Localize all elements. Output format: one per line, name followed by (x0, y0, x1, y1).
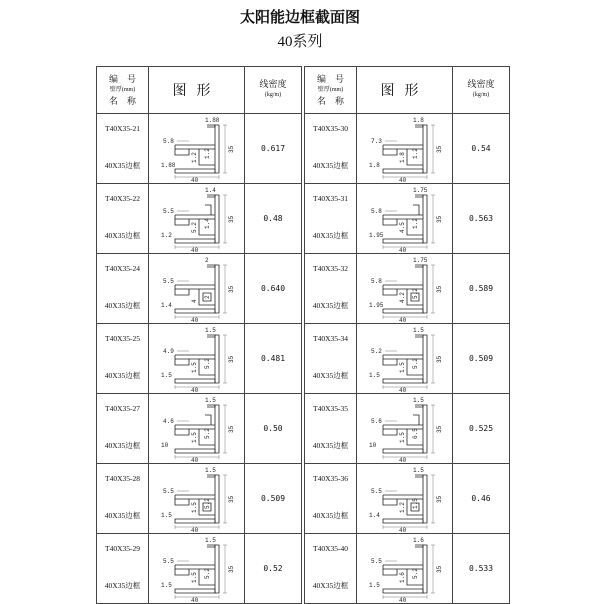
dimension-label: 5.5 (371, 557, 382, 565)
dimension-label: 1.4 (161, 301, 172, 309)
profile-code: T40X35-21 (105, 124, 140, 133)
table-row (305, 114, 510, 184)
dimension-label: 1.2 (191, 151, 198, 163)
dimension-label: 40 (399, 596, 407, 603)
dimension-label: 5.2 (204, 567, 211, 579)
dimension-label: 1.5 (413, 466, 424, 474)
profile-id-cell (305, 184, 357, 254)
profile-table-left (96, 66, 302, 604)
dimension-label: 40 (399, 386, 407, 393)
dimension-label: 1.5 (399, 361, 406, 373)
profile-name: 40X35边框 (312, 301, 349, 310)
dimension-label: 5.5 (163, 487, 174, 495)
dimension-label: 1.5 (205, 536, 216, 544)
dimension-label: 1.2 (412, 217, 419, 229)
table-row (305, 394, 510, 464)
profile-name: 40X35边框 (312, 581, 349, 590)
profile-cross-section (149, 535, 245, 603)
dimension-label: 40 (191, 456, 199, 463)
dimension-label: 40 (399, 246, 407, 253)
dimension-label: 35 (436, 355, 443, 363)
dimension-label: 40 (399, 456, 407, 463)
profile-id-cell (97, 464, 149, 534)
profile-id-cell (305, 324, 357, 394)
dimension-label: 1.5 (369, 581, 380, 589)
dimension-label: 1.5 (205, 326, 216, 334)
table-row (97, 324, 302, 394)
table-row (97, 464, 302, 534)
density-value: 0.563 (453, 184, 510, 254)
profile-code: T40X35-24 (105, 264, 140, 273)
dimension-label: 5.2 (204, 427, 211, 439)
dimension-label: 1.4 (205, 186, 216, 194)
density-value: 0.46 (453, 464, 510, 534)
profile-name: 40X35边框 (104, 371, 141, 380)
dimension-label: 4.2 (399, 291, 406, 303)
dimension-label: 1.75 (413, 256, 428, 264)
dimension-label: 5.2 (412, 567, 419, 579)
dimension-label: 10 (369, 441, 377, 449)
dimension-label: 35 (436, 215, 443, 223)
profile-cross-section (149, 325, 245, 393)
profile-name: 40X35边框 (312, 231, 349, 240)
dimension-label: 1.5 (161, 581, 172, 589)
profile-drawing-cell (357, 394, 453, 464)
dimension-label: 1.2 (399, 501, 406, 513)
header-code: 编 号 壁厚(mm) 名 称 (305, 67, 357, 114)
profile-cross-section (357, 465, 453, 533)
profile-cross-section (149, 185, 245, 253)
dimension-label: 1.5 (205, 396, 216, 404)
profile-cross-section (149, 255, 245, 323)
density-value: 0.509 (245, 464, 302, 534)
dimension-label: 35 (436, 425, 443, 433)
profile-cross-section (149, 395, 245, 463)
dimension-label: 5.8 (163, 137, 174, 145)
dimension-label: 1.5 (191, 571, 198, 583)
profile-drawing-cell (357, 184, 453, 254)
dimension-label: 5.5 (371, 487, 382, 495)
dimension-label: 1.5 (413, 326, 424, 334)
dimension-label: 4.9 (163, 347, 174, 355)
dimension-label: 4 (191, 298, 198, 303)
dimension-label: 1.6 (413, 536, 424, 544)
dimension-label: 35 (436, 565, 443, 573)
profile-code: T40X35-34 (313, 334, 348, 343)
profile-id-cell (97, 184, 149, 254)
dimension-label: 35 (436, 495, 443, 503)
density-value: 0.52 (245, 534, 302, 604)
page-title: 太阳能边框截面图 (239, 8, 360, 26)
profile-cross-section (357, 115, 453, 183)
dimension-label: 40 (399, 526, 407, 533)
profile-drawing-cell (357, 534, 453, 604)
dimension-label: 35 (228, 355, 235, 363)
profile-name: 40X35边框 (104, 441, 141, 450)
density-value: 0.481 (245, 324, 302, 394)
page-subtitle: 40系列 (277, 34, 323, 50)
profile-id-cell (97, 394, 149, 464)
profile-cross-section (357, 395, 453, 463)
dimension-label: 35 (228, 425, 235, 433)
profile-id-cell (305, 534, 357, 604)
profile-id-cell (305, 464, 357, 534)
density-value: 0.48 (245, 184, 302, 254)
table-row (97, 254, 302, 324)
profile-name: 40X35边框 (312, 371, 349, 380)
dimension-label: 1.5 (191, 361, 198, 373)
density-value: 0.50 (245, 394, 302, 464)
profile-code: T40X35-31 (313, 194, 348, 203)
profile-drawing-cell (149, 324, 245, 394)
dimension-label: 5.2 (412, 357, 419, 369)
table-row (305, 254, 510, 324)
profile-code: T40X35-29 (105, 544, 140, 553)
dimension-label: 35 (228, 145, 235, 153)
profile-cross-section (149, 465, 245, 533)
dimension-label: 1.95 (369, 231, 384, 239)
profile-cross-section (149, 115, 245, 183)
profile-id-cell (97, 324, 149, 394)
density-value: 0.617 (245, 114, 302, 184)
density-value: 0.640 (245, 254, 302, 324)
density-value: 0.533 (453, 534, 510, 604)
dimension-label: 35 (436, 285, 443, 293)
header-code: 编 号 壁厚(mm) 名 称 (97, 67, 149, 114)
profile-table-right (304, 66, 510, 604)
dimension-label: 1.8 (399, 151, 406, 163)
table-row (97, 534, 302, 604)
profile-name: 40X35边框 (104, 511, 141, 520)
header-density: 线密度 (kg/m) (245, 67, 302, 114)
dimension-label: 1.5 (399, 431, 406, 443)
dimension-label: 40 (191, 176, 199, 183)
profile-name: 40X35边框 (312, 511, 349, 520)
density-value: 0.509 (453, 324, 510, 394)
profile-name: 40X35边框 (104, 301, 141, 310)
profile-name: 40X35边框 (312, 161, 349, 170)
dimension-label: 35 (228, 285, 235, 293)
profile-drawing-cell (149, 464, 245, 534)
dimension-label: 1.5 (161, 371, 172, 379)
dimension-label: 2 (205, 256, 209, 264)
profile-id-cell (97, 254, 149, 324)
dimension-label: 40 (191, 246, 199, 253)
profile-name: 40X35边框 (104, 231, 141, 240)
dimension-label: 5.2 (191, 221, 198, 233)
header-figure: 图形 (357, 67, 453, 114)
dimension-label: 1.2 (161, 231, 172, 239)
dimension-label: 7.3 (371, 137, 382, 145)
dimension-label: 1.4 (369, 511, 380, 519)
table-row (305, 534, 510, 604)
dimension-label: 35 (228, 495, 235, 503)
profile-drawing-cell (149, 534, 245, 604)
profile-drawing-cell (357, 464, 453, 534)
dimension-label: 2 (204, 294, 211, 299)
dimension-label: 40 (191, 596, 199, 603)
profile-name: 40X35边框 (104, 581, 141, 590)
dimension-label: 5.5 (163, 277, 174, 285)
profile-name: 40X35边框 (312, 441, 349, 450)
dimension-label: 1.2 (204, 147, 211, 159)
density-value: 0.54 (453, 114, 510, 184)
dimension-label: 4.5 (399, 221, 406, 233)
profile-id-cell (305, 394, 357, 464)
profile-drawing-cell (149, 184, 245, 254)
table-row (97, 394, 302, 464)
dimension-label: 35 (228, 565, 235, 573)
dimension-label: 5.2 (204, 357, 211, 369)
profile-drawing-cell (149, 114, 245, 184)
density-value: 0.525 (453, 394, 510, 464)
dimension-label: 1.5 (191, 501, 198, 513)
profile-id-cell (305, 254, 357, 324)
dimension-label: 1.5 (412, 497, 419, 509)
profile-drawing-cell (357, 254, 453, 324)
profile-code: T40X35-36 (313, 474, 348, 483)
dimension-label: 1.5 (205, 466, 216, 474)
dimension-label: 40 (191, 386, 199, 393)
profile-id-cell (305, 114, 357, 184)
profile-cross-section (357, 255, 453, 323)
dimension-label: 1.95 (369, 301, 384, 309)
dimension-label: 40 (399, 316, 407, 323)
dimension-label: 40 (191, 316, 199, 323)
dimension-label: 1.5 (369, 371, 380, 379)
table-row (97, 184, 302, 254)
dimension-label: 5.2 (371, 347, 382, 355)
profile-code: T40X35-32 (313, 264, 348, 273)
profile-code: T40X35-22 (105, 194, 140, 203)
table-row (97, 114, 302, 184)
profile-name: 40X35边框 (104, 161, 141, 170)
profile-cross-section (357, 185, 453, 253)
profile-code: T40X35-40 (313, 544, 348, 553)
profile-id-cell (97, 534, 149, 604)
dimension-label: 5.5 (163, 557, 174, 565)
profile-code: T40X35-28 (105, 474, 140, 483)
dimension-label: 1.75 (413, 186, 428, 194)
dimension-label: 1.8 (413, 116, 424, 124)
profile-drawing-cell (149, 394, 245, 464)
dimension-label: 40 (191, 526, 199, 533)
dimension-label: 1.88 (205, 116, 220, 124)
dimension-label: 35 (228, 215, 235, 223)
profile-cross-section (357, 535, 453, 603)
dimension-label: 1.5 (161, 511, 172, 519)
dimension-label: 40 (399, 176, 407, 183)
dimension-label: 5.8 (371, 277, 382, 285)
dimension-label: 5.2 (204, 497, 211, 509)
profile-id-cell (97, 114, 149, 184)
dimension-label: 4.6 (163, 417, 174, 425)
profile-code: T40X35-30 (313, 124, 348, 133)
density-value: 0.589 (453, 254, 510, 324)
dimension-label: 1.6 (399, 571, 406, 583)
profile-code: T40X35-27 (105, 404, 140, 413)
profile-code: T40X35-25 (105, 334, 140, 343)
header-density: 线密度 (kg/m) (453, 67, 510, 114)
header-figure: 图形 (149, 67, 245, 114)
dimension-label: 1.5 (413, 396, 424, 404)
dimension-label: 5.2 (412, 287, 419, 299)
profile-drawing-cell (357, 324, 453, 394)
dimension-label: 10 (161, 441, 169, 449)
profile-code: T40X35-35 (313, 404, 348, 413)
dimension-label: 5.5 (163, 207, 174, 215)
profile-cross-section (357, 325, 453, 393)
table-row (305, 324, 510, 394)
dimension-label: 35 (436, 145, 443, 153)
profile-drawing-cell (149, 254, 245, 324)
dimension-label: 1.5 (191, 431, 198, 443)
dimension-label: 1.4 (204, 217, 211, 229)
dimension-label: 1.8 (369, 161, 380, 169)
table-row (305, 464, 510, 534)
dimension-label: 5.8 (371, 207, 382, 215)
table-row (305, 184, 510, 254)
dimension-label: 6.5 (412, 427, 419, 439)
dimension-label: 1.88 (161, 161, 176, 169)
profile-drawing-cell (357, 114, 453, 184)
dimension-label: 1.2 (412, 147, 419, 159)
dimension-label: 5.6 (371, 417, 382, 425)
